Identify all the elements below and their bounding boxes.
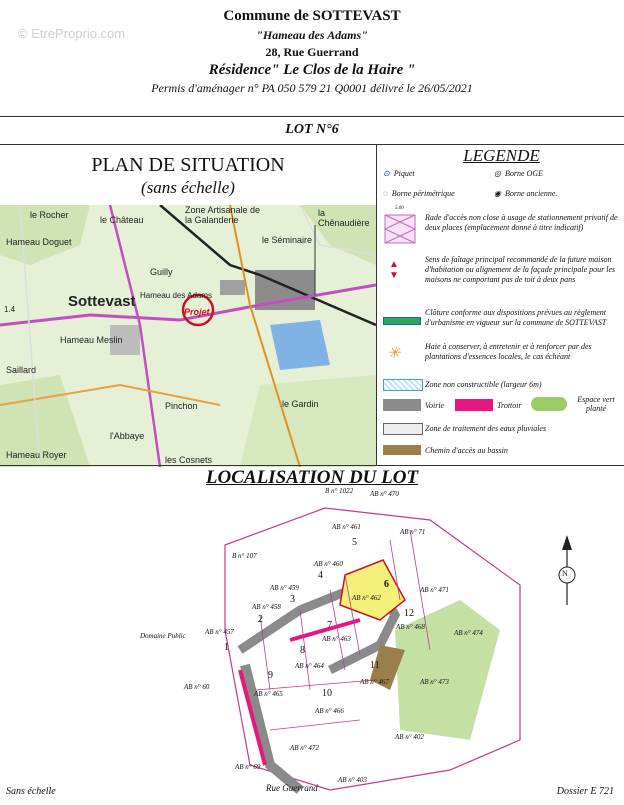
legend-zone-nc: Zone non constructible (largeur 6m)	[425, 380, 542, 389]
lot-number: 8	[300, 645, 305, 656]
lot-number: 3	[290, 594, 295, 605]
lot-number: 1	[224, 642, 229, 653]
parcel-label: AB n° 459	[270, 584, 299, 592]
map-label: Zone Artisanale de la Galanderie	[185, 205, 261, 225]
map-label: Hameau Meslin	[60, 335, 123, 345]
parcel-label: Domaine Public	[140, 632, 186, 640]
divider	[0, 116, 624, 117]
parcel-label: AB n° 470	[370, 490, 399, 498]
projet-marker-label: Projet	[184, 307, 210, 317]
parcel-label: B n° 1022	[325, 487, 354, 495]
legend-borne-ancienne: ◉ Borne ancienne.	[494, 189, 558, 198]
parcel-label: AB n° 461	[332, 523, 361, 531]
parcel-label: AB n° 458	[252, 603, 281, 611]
lot-number: 11	[370, 660, 380, 671]
borne-oge-icon: ◎	[494, 169, 501, 178]
lot-number: 4	[318, 570, 323, 581]
legend-borne-oge: ◎ Borne OGE	[494, 169, 543, 178]
parcel-label: AB n° 462	[352, 594, 381, 602]
parcel-label: AB n° 60	[184, 683, 210, 691]
map-label: 1.4	[4, 305, 16, 314]
legend-rade: Rade d'accès non close à usage de stationnement privatif de deux places (emplacement donné à titre indicatif)	[425, 213, 618, 232]
chemin-icon	[383, 445, 421, 455]
parcel-label: AB n° 463	[322, 635, 351, 643]
address: 28, Rue Guerrand	[265, 45, 359, 59]
parcel-label: AB n° 466	[315, 707, 344, 715]
scale-note: Sans échelle	[6, 786, 56, 797]
parcel-label: AB n° 465	[254, 690, 283, 698]
permis-line: Permis d'aménager n° PA 050 579 21 Q0001 délivré le 26/05/2021	[151, 81, 473, 95]
eaux-icon	[383, 423, 423, 435]
parcel-label: AB n° 473	[420, 678, 449, 686]
parcel-label: AB n° 460	[314, 560, 343, 568]
legend-borne-perimetrique: ◌ Borne périmétrique	[383, 189, 455, 198]
map-label: le Rocher	[30, 210, 69, 220]
residence-name: Résidence" Le Clos de la Haire "	[208, 62, 416, 78]
lot-number: 5	[352, 537, 357, 548]
parcel-label: AB n° 457	[205, 628, 234, 636]
plan-graphic	[0, 490, 624, 800]
north-arrow-label: N	[562, 569, 568, 578]
watermark: © EtreProprio.com	[18, 26, 126, 41]
legend-piquet: ⊙ Piquet	[383, 169, 415, 178]
divider	[376, 145, 377, 465]
lot-number: 7	[327, 620, 332, 631]
borne-ancienne-icon: ◉	[494, 189, 501, 198]
lot-number: 10	[322, 688, 332, 699]
commune-title: Commune de SOTTEVAST	[223, 8, 401, 24]
legend-trottoir: Trottoir	[497, 401, 522, 410]
map-label: Saillard	[6, 365, 37, 375]
map-label: le Château	[100, 215, 144, 225]
lot-title: LOT N°6	[285, 122, 339, 137]
map-label: les Cosnets	[165, 455, 213, 465]
map-label: le Gardin	[282, 399, 319, 409]
zone-nc-icon	[383, 379, 423, 391]
cadastral-plan	[0, 487, 624, 800]
map-label: Guilly	[150, 267, 173, 277]
situation-map	[0, 205, 376, 467]
legend-faitage: Sens de faîtage principal recommandé de la future maison d'habitation ou alignement de la façade principale pour les maisons ne comportant pas de toit à deux pans	[425, 255, 616, 284]
voirie-icon	[383, 399, 421, 411]
lot-6-number: 6	[384, 579, 389, 590]
map-label: le Séminaire	[262, 235, 313, 245]
parcel-label: AB n° 471	[420, 586, 449, 594]
map-label: Hameau des Adams	[140, 291, 213, 300]
divider	[0, 465, 624, 466]
localisation-title: LOCALISATION DU LOT	[205, 467, 419, 488]
map-label: Hameau Royer	[6, 450, 67, 460]
faitage-icon: ▲ ▼	[389, 259, 399, 281]
espace-vert-icon	[531, 397, 567, 411]
legend-eaux: Zone de traitement des eaux pluviales	[425, 424, 547, 433]
lot-number: 9	[268, 670, 273, 681]
legend-cloture: Clôture conforme aux dispositions prévues au règlement d'urbanisme en vigueur sur la commune de SOTTEVAST	[425, 308, 607, 327]
parcel-label: AB n° 464	[295, 662, 324, 670]
parcel-label: AB n° 468	[396, 623, 425, 631]
situation-title: PLAN DE SITUATION	[91, 154, 285, 176]
map-label: Hameau Doguet	[6, 237, 72, 247]
rade-icon: 5.00	[383, 209, 419, 245]
street-label: Rue Guerrand	[266, 783, 318, 793]
parcel-label: AB n° 69	[235, 763, 261, 771]
legend-title: LEGENDE	[463, 146, 540, 165]
dossier-number: Dossier E 721	[556, 786, 614, 797]
parcel-label: AB n° 402	[395, 733, 424, 741]
legend-panel	[379, 145, 624, 465]
borne-perimetrique-icon: ◌	[383, 189, 388, 198]
legend-voirie: Voirie	[425, 401, 445, 410]
map-label: l'Abbaye	[110, 431, 145, 441]
lot-number: 12	[404, 608, 414, 619]
parcel-label: AB n° 467	[360, 678, 389, 686]
hameau-name: "Hameau des Adams"	[256, 28, 368, 42]
parcel-label: AB n° 403	[338, 776, 367, 784]
parcel-label: AB n° 472	[290, 744, 319, 752]
map-label-town: Sottevast	[68, 293, 136, 310]
map-label: la Chênaudière	[318, 208, 370, 228]
piquet-icon: ⊙	[383, 169, 390, 178]
legend-espace-vert: Espace vert planté	[577, 395, 615, 413]
parcel-label: AB n° 474	[454, 629, 483, 637]
trottoir-icon	[455, 399, 493, 411]
legend-haie: Haie à conserver, à entretenir et à renforcer par des plantations d'essences locales, le cas échéant	[425, 342, 592, 361]
situation-subtitle: (sans échelle)	[141, 178, 235, 197]
parcel-label: B n° 107	[232, 552, 257, 560]
map-label: Pinchon	[165, 401, 198, 411]
haie-icon: ✳	[387, 345, 401, 362]
legend-chemin: Chemin d'accès au bassin	[425, 446, 508, 455]
parcel-label: AB n° 71	[400, 528, 426, 536]
cloture-icon	[383, 317, 421, 325]
document-header	[0, 0, 624, 118]
lot-number: 2	[258, 614, 263, 625]
